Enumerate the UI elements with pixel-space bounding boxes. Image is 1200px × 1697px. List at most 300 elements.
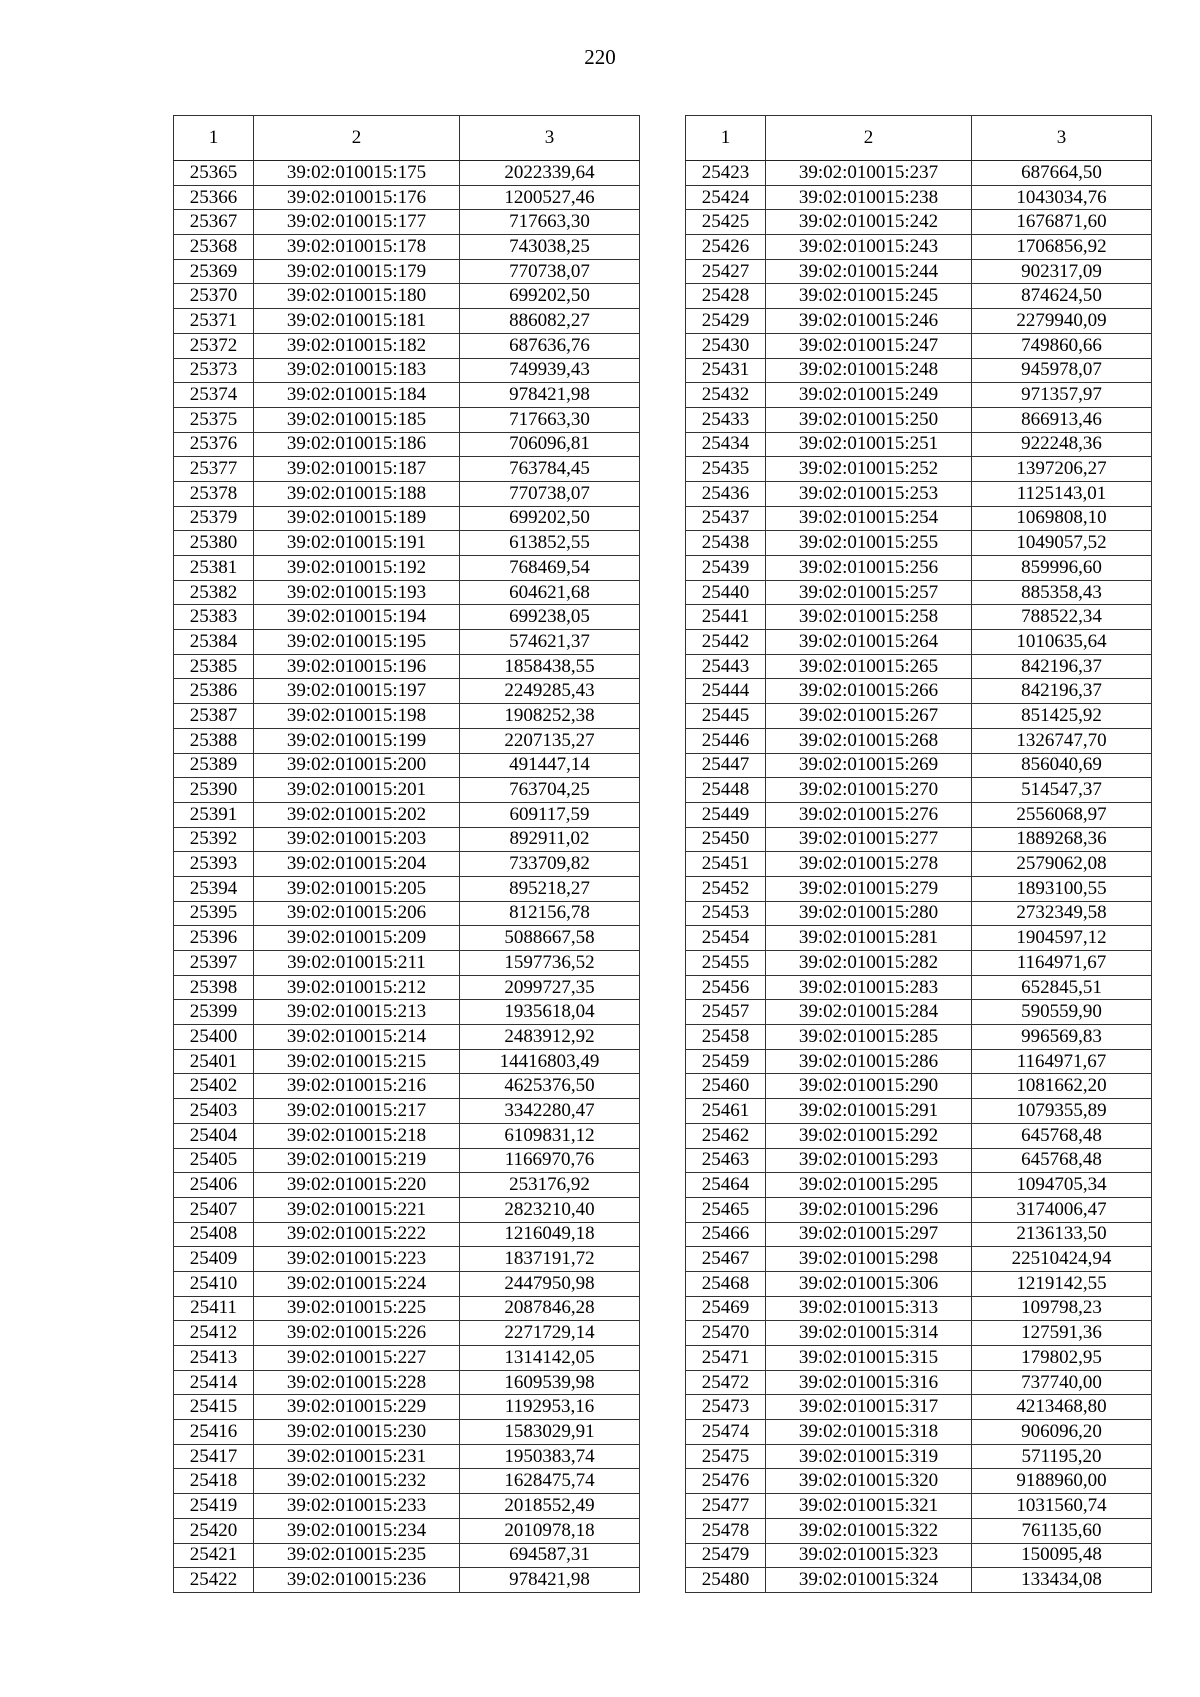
table-row [174, 1197, 640, 1222]
value-cell: 2732349,58 [972, 901, 1152, 926]
value-cell: 1950383,74 [460, 1444, 640, 1469]
row-number-cell: 25441 [686, 605, 766, 630]
table-row [686, 1494, 1152, 1519]
value-cell: 1049057,52 [972, 531, 1152, 556]
value-cell: 1200527,46 [460, 185, 640, 210]
table-row [686, 1543, 1152, 1568]
row-number-cell: 25368 [174, 235, 254, 260]
cadastral-number-cell: 39:02:010015:268 [766, 728, 972, 753]
table-row [686, 1123, 1152, 1148]
value-cell: 1166970,76 [460, 1148, 640, 1173]
row-number-cell: 25394 [174, 876, 254, 901]
row-number-cell: 25385 [174, 654, 254, 679]
value-cell: 179802,95 [972, 1346, 1152, 1371]
table-row [174, 481, 640, 506]
value-cell: 1094705,34 [972, 1173, 1152, 1198]
row-number-cell: 25371 [174, 309, 254, 334]
cadastral-number-cell: 39:02:010015:183 [254, 358, 460, 383]
row-number-cell: 25365 [174, 161, 254, 186]
cadastral-number-cell: 39:02:010015:235 [254, 1543, 460, 1568]
value-cell: 133434,08 [972, 1568, 1152, 1593]
value-cell: 2010978,18 [460, 1518, 640, 1543]
row-number-cell: 25456 [686, 975, 766, 1000]
value-cell: 1192953,16 [460, 1395, 640, 1420]
cadastral-number-cell: 39:02:010015:282 [766, 951, 972, 976]
row-number-cell: 25431 [686, 358, 766, 383]
row-number-cell: 25419 [174, 1494, 254, 1519]
row-number-cell: 25393 [174, 852, 254, 877]
value-cell: 733709,82 [460, 852, 640, 877]
cadastral-number-cell: 39:02:010015:205 [254, 876, 460, 901]
table-row [174, 333, 640, 358]
value-cell: 892911,02 [460, 827, 640, 852]
table-row [686, 358, 1152, 383]
value-cell: 866913,46 [972, 407, 1152, 432]
value-cell: 2087846,28 [460, 1296, 640, 1321]
value-cell: 1326747,70 [972, 728, 1152, 753]
table-row [174, 1148, 640, 1173]
value-cell: 1676871,60 [972, 210, 1152, 235]
cadastral-number-cell: 39:02:010015:188 [254, 481, 460, 506]
cadastral-number-cell: 39:02:010015:323 [766, 1543, 972, 1568]
cadastral-number-cell: 39:02:010015:203 [254, 827, 460, 852]
cadastral-number-cell: 39:02:010015:192 [254, 556, 460, 581]
row-number-cell: 25425 [686, 210, 766, 235]
table-row [174, 901, 640, 926]
value-cell: 1164971,67 [972, 1049, 1152, 1074]
row-number-cell: 25381 [174, 556, 254, 581]
table-body [174, 161, 640, 1593]
cadastral-number-cell: 39:02:010015:206 [254, 901, 460, 926]
table-row [174, 679, 640, 704]
table-row [174, 1222, 640, 1247]
row-number-cell: 25379 [174, 506, 254, 531]
row-number-cell: 25387 [174, 704, 254, 729]
register-table-left [173, 115, 640, 1593]
cadastral-number-cell: 39:02:010015:181 [254, 309, 460, 334]
value-cell: 4213468,80 [972, 1395, 1152, 1420]
cadastral-number-cell: 39:02:010015:252 [766, 457, 972, 482]
row-number-cell: 25423 [686, 161, 766, 186]
table-row [174, 1000, 640, 1025]
value-cell: 706096,81 [460, 432, 640, 457]
table-row [686, 654, 1152, 679]
row-number-cell: 25438 [686, 531, 766, 556]
row-number-cell: 25378 [174, 481, 254, 506]
cadastral-number-cell: 39:02:010015:194 [254, 605, 460, 630]
value-cell: 1837191,72 [460, 1247, 640, 1272]
row-number-cell: 25421 [174, 1543, 254, 1568]
cadastral-number-cell: 39:02:010015:313 [766, 1296, 972, 1321]
value-cell: 763784,45 [460, 457, 640, 482]
table-row [686, 1222, 1152, 1247]
table-row [174, 704, 640, 729]
cadastral-number-cell: 39:02:010015:238 [766, 185, 972, 210]
row-number-cell: 25451 [686, 852, 766, 877]
table-row [686, 1321, 1152, 1346]
row-number-cell: 25454 [686, 926, 766, 951]
row-number-cell: 25434 [686, 432, 766, 457]
row-number-cell: 25406 [174, 1173, 254, 1198]
cadastral-number-cell: 39:02:010015:221 [254, 1197, 460, 1222]
row-number-cell: 25400 [174, 1025, 254, 1050]
cadastral-number-cell: 39:02:010015:256 [766, 556, 972, 581]
value-cell: 2271729,14 [460, 1321, 640, 1346]
column-header: 3 [460, 116, 640, 161]
page-number: 220 [584, 45, 616, 69]
table-row [174, 210, 640, 235]
value-cell: 978421,98 [460, 383, 640, 408]
value-cell: 613852,55 [460, 531, 640, 556]
cadastral-number-cell: 39:02:010015:227 [254, 1346, 460, 1371]
row-number-cell: 25382 [174, 580, 254, 605]
table-row [686, 210, 1152, 235]
value-cell: 1889268,36 [972, 827, 1152, 852]
value-cell: 699202,50 [460, 506, 640, 531]
table-row [174, 728, 640, 753]
table-row [686, 1518, 1152, 1543]
value-cell: 1609539,98 [460, 1370, 640, 1395]
cadastral-number-cell: 39:02:010015:242 [766, 210, 972, 235]
value-cell: 2022339,64 [460, 161, 640, 186]
value-cell: 2483912,92 [460, 1025, 640, 1050]
cadastral-number-cell: 39:02:010015:296 [766, 1197, 972, 1222]
row-number-cell: 25448 [686, 778, 766, 803]
value-cell: 3174006,47 [972, 1197, 1152, 1222]
cadastral-number-cell: 39:02:010015:225 [254, 1296, 460, 1321]
cadastral-number-cell: 39:02:010015:177 [254, 210, 460, 235]
value-cell: 574621,37 [460, 630, 640, 655]
cadastral-number-cell: 39:02:010015:243 [766, 235, 972, 260]
cadastral-number-cell: 39:02:010015:195 [254, 630, 460, 655]
value-cell: 874624,50 [972, 284, 1152, 309]
cadastral-number-cell: 39:02:010015:231 [254, 1444, 460, 1469]
cadastral-number-cell: 39:02:010015:232 [254, 1469, 460, 1494]
cadastral-number-cell: 39:02:010015:293 [766, 1148, 972, 1173]
cadastral-number-cell: 39:02:010015:254 [766, 506, 972, 531]
row-number-cell: 25404 [174, 1123, 254, 1148]
cadastral-number-cell: 39:02:010015:258 [766, 605, 972, 630]
value-cell: 1935618,04 [460, 1000, 640, 1025]
row-number-cell: 25399 [174, 1000, 254, 1025]
table-row [174, 1271, 640, 1296]
value-cell: 856040,69 [972, 753, 1152, 778]
table-row [686, 1296, 1152, 1321]
value-cell: 2099727,35 [460, 975, 640, 1000]
row-number-cell: 25411 [174, 1296, 254, 1321]
row-number-cell: 25450 [686, 827, 766, 852]
cadastral-number-cell: 39:02:010015:250 [766, 407, 972, 432]
row-number-cell: 25475 [686, 1444, 766, 1469]
row-number-cell: 25442 [686, 630, 766, 655]
cadastral-number-cell: 39:02:010015:229 [254, 1395, 460, 1420]
cadastral-number-cell: 39:02:010015:246 [766, 309, 972, 334]
row-number-cell: 25395 [174, 901, 254, 926]
cadastral-number-cell: 39:02:010015:196 [254, 654, 460, 679]
cadastral-number-cell: 39:02:010015:223 [254, 1247, 460, 1272]
value-cell: 1069808,10 [972, 506, 1152, 531]
value-cell: 2823210,40 [460, 1197, 640, 1222]
cadastral-number-cell: 39:02:010015:226 [254, 1321, 460, 1346]
row-number-cell: 25428 [686, 284, 766, 309]
table-row [686, 630, 1152, 655]
table-row [686, 827, 1152, 852]
row-number-cell: 25447 [686, 753, 766, 778]
value-cell: 1908252,38 [460, 704, 640, 729]
value-cell: 885358,43 [972, 580, 1152, 605]
table-row [686, 778, 1152, 803]
table-row [174, 407, 640, 432]
row-number-cell: 25396 [174, 926, 254, 951]
table-row [174, 975, 640, 1000]
table-row [174, 1469, 640, 1494]
cadastral-number-cell: 39:02:010015:200 [254, 753, 460, 778]
cadastral-number-cell: 39:02:010015:222 [254, 1222, 460, 1247]
table-row [686, 704, 1152, 729]
row-number-cell: 25463 [686, 1148, 766, 1173]
table-row [174, 284, 640, 309]
cadastral-number-cell: 39:02:010015:184 [254, 383, 460, 408]
value-cell: 763704,25 [460, 778, 640, 803]
table-row [174, 753, 640, 778]
cadastral-number-cell: 39:02:010015:315 [766, 1346, 972, 1371]
cadastral-number-cell: 39:02:010015:320 [766, 1469, 972, 1494]
value-cell: 1164971,67 [972, 951, 1152, 976]
row-number-cell: 25367 [174, 210, 254, 235]
row-number-cell: 25469 [686, 1296, 766, 1321]
table-row [686, 1099, 1152, 1124]
row-number-cell: 25407 [174, 1197, 254, 1222]
row-number-cell: 25472 [686, 1370, 766, 1395]
cadastral-number-cell: 39:02:010015:214 [254, 1025, 460, 1050]
cadastral-number-cell: 39:02:010015:270 [766, 778, 972, 803]
cadastral-number-cell: 39:02:010015:318 [766, 1420, 972, 1445]
table-row [686, 235, 1152, 260]
row-number-cell: 25458 [686, 1025, 766, 1050]
value-cell: 652845,51 [972, 975, 1152, 1000]
table-row [686, 1420, 1152, 1445]
table-row [686, 1148, 1152, 1173]
row-number-cell: 25446 [686, 728, 766, 753]
cadastral-number-cell: 39:02:010015:180 [254, 284, 460, 309]
value-cell: 1216049,18 [460, 1222, 640, 1247]
row-number-cell: 25366 [174, 185, 254, 210]
row-number-cell: 25403 [174, 1099, 254, 1124]
value-cell: 9188960,00 [972, 1469, 1152, 1494]
table-row [686, 556, 1152, 581]
table-row [174, 1321, 640, 1346]
row-number-cell: 25467 [686, 1247, 766, 1272]
header-row [686, 116, 1152, 161]
cadastral-number-cell: 39:02:010015:255 [766, 531, 972, 556]
table-row [686, 481, 1152, 506]
row-number-cell: 25384 [174, 630, 254, 655]
table-row [174, 556, 640, 581]
cadastral-number-cell: 39:02:010015:191 [254, 531, 460, 556]
row-number-cell: 25477 [686, 1494, 766, 1519]
table-row [686, 1173, 1152, 1198]
row-number-cell: 25437 [686, 506, 766, 531]
value-cell: 859996,60 [972, 556, 1152, 581]
table-row [686, 605, 1152, 630]
table-row [174, 1370, 640, 1395]
row-number-cell: 25369 [174, 259, 254, 284]
value-cell: 743038,25 [460, 235, 640, 260]
cadastral-number-cell: 39:02:010015:276 [766, 802, 972, 827]
cadastral-number-cell: 39:02:010015:280 [766, 901, 972, 926]
cadastral-number-cell: 39:02:010015:290 [766, 1074, 972, 1099]
table-row [174, 531, 640, 556]
cadastral-number-cell: 39:02:010015:316 [766, 1370, 972, 1395]
table-row [174, 1099, 640, 1124]
value-cell: 1081662,20 [972, 1074, 1152, 1099]
table-row [174, 1247, 640, 1272]
cadastral-number-cell: 39:02:010015:186 [254, 432, 460, 457]
value-cell: 1628475,74 [460, 1469, 640, 1494]
cadastral-number-cell: 39:02:010015:317 [766, 1395, 972, 1420]
table-row [686, 852, 1152, 877]
cadastral-number-cell: 39:02:010015:185 [254, 407, 460, 432]
row-number-cell: 25383 [174, 605, 254, 630]
row-number-cell: 25430 [686, 333, 766, 358]
row-number-cell: 25429 [686, 309, 766, 334]
table-row [174, 1494, 640, 1519]
row-number-cell: 25402 [174, 1074, 254, 1099]
value-cell: 749860,66 [972, 333, 1152, 358]
cadastral-number-cell: 39:02:010015:251 [766, 432, 972, 457]
table-row [686, 1247, 1152, 1272]
row-number-cell: 25476 [686, 1469, 766, 1494]
value-cell: 842196,37 [972, 679, 1152, 704]
row-number-cell: 25408 [174, 1222, 254, 1247]
table-row [174, 383, 640, 408]
table-row [686, 802, 1152, 827]
cadastral-number-cell: 39:02:010015:249 [766, 383, 972, 408]
row-number-cell: 25479 [686, 1543, 766, 1568]
row-number-cell: 25373 [174, 358, 254, 383]
row-number-cell: 25372 [174, 333, 254, 358]
row-number-cell: 25439 [686, 556, 766, 581]
cadastral-number-cell: 39:02:010015:233 [254, 1494, 460, 1519]
row-number-cell: 25462 [686, 1123, 766, 1148]
table-row [686, 1469, 1152, 1494]
table-row [174, 1025, 640, 1050]
row-number-cell: 25416 [174, 1420, 254, 1445]
table-row [686, 1568, 1152, 1593]
value-cell: 768469,54 [460, 556, 640, 581]
table-row [686, 432, 1152, 457]
cadastral-number-cell: 39:02:010015:182 [254, 333, 460, 358]
table-row [686, 753, 1152, 778]
table-row [686, 580, 1152, 605]
value-cell: 150095,48 [972, 1543, 1152, 1568]
row-number-cell: 25435 [686, 457, 766, 482]
value-cell: 749939,43 [460, 358, 640, 383]
cadastral-number-cell: 39:02:010015:277 [766, 827, 972, 852]
table-body [686, 161, 1152, 1593]
cadastral-number-cell: 39:02:010015:279 [766, 876, 972, 901]
value-cell: 761135,60 [972, 1518, 1152, 1543]
value-cell: 2447950,98 [460, 1271, 640, 1296]
table-row [174, 1346, 640, 1371]
cadastral-number-cell: 39:02:010015:285 [766, 1025, 972, 1050]
column-header: 2 [766, 116, 972, 161]
cadastral-number-cell: 39:02:010015:322 [766, 1518, 972, 1543]
cadastral-number-cell: 39:02:010015:292 [766, 1123, 972, 1148]
table-row [686, 161, 1152, 186]
value-cell: 590559,90 [972, 1000, 1152, 1025]
table-row [686, 1000, 1152, 1025]
row-number-cell: 25468 [686, 1271, 766, 1296]
cadastral-number-cell: 39:02:010015:204 [254, 852, 460, 877]
cadastral-number-cell: 39:02:010015:236 [254, 1568, 460, 1593]
table-row [174, 926, 640, 951]
cadastral-number-cell: 39:02:010015:291 [766, 1099, 972, 1124]
value-cell: 2249285,43 [460, 679, 640, 704]
cadastral-number-cell: 39:02:010015:178 [254, 235, 460, 260]
value-cell: 945978,07 [972, 358, 1152, 383]
row-number-cell: 25389 [174, 753, 254, 778]
row-number-cell: 25422 [174, 1568, 254, 1593]
value-cell: 609117,59 [460, 802, 640, 827]
table-row [174, 1420, 640, 1445]
table-row [174, 1395, 640, 1420]
row-number-cell: 25459 [686, 1049, 766, 1074]
row-number-cell: 25453 [686, 901, 766, 926]
value-cell: 109798,23 [972, 1296, 1152, 1321]
row-number-cell: 25377 [174, 457, 254, 482]
value-cell: 22510424,94 [972, 1247, 1152, 1272]
cadastral-number-cell: 39:02:010015:187 [254, 457, 460, 482]
cadastral-number-cell: 39:02:010015:215 [254, 1049, 460, 1074]
row-number-cell: 25374 [174, 383, 254, 408]
value-cell: 1079355,89 [972, 1099, 1152, 1124]
cadastral-number-cell: 39:02:010015:234 [254, 1518, 460, 1543]
table-row [686, 876, 1152, 901]
row-number-cell: 25470 [686, 1321, 766, 1346]
value-cell: 1031560,74 [972, 1494, 1152, 1519]
value-cell: 851425,92 [972, 704, 1152, 729]
cadastral-number-cell: 39:02:010015:298 [766, 1247, 972, 1272]
cadastral-number-cell: 39:02:010015:175 [254, 161, 460, 186]
table-row [174, 852, 640, 877]
row-number-cell: 25424 [686, 185, 766, 210]
row-number-cell: 25409 [174, 1247, 254, 1272]
cadastral-number-cell: 39:02:010015:201 [254, 778, 460, 803]
row-number-cell: 25474 [686, 1420, 766, 1445]
value-cell: 253176,92 [460, 1173, 640, 1198]
cadastral-number-cell: 39:02:010015:253 [766, 481, 972, 506]
row-number-cell: 25391 [174, 802, 254, 827]
table-row [174, 235, 640, 260]
table-row [686, 457, 1152, 482]
value-cell: 645768,48 [972, 1123, 1152, 1148]
table-row [174, 778, 640, 803]
value-cell: 770738,07 [460, 481, 640, 506]
cadastral-number-cell: 39:02:010015:197 [254, 679, 460, 704]
row-number-cell: 25440 [686, 580, 766, 605]
cadastral-number-cell: 39:02:010015:281 [766, 926, 972, 951]
value-cell: 895218,27 [460, 876, 640, 901]
table-row [686, 728, 1152, 753]
column-header: 1 [686, 116, 766, 161]
table-row [174, 630, 640, 655]
value-cell: 1904597,12 [972, 926, 1152, 951]
value-cell: 1397206,27 [972, 457, 1152, 482]
value-cell: 906096,20 [972, 1420, 1152, 1445]
value-cell: 1043034,76 [972, 185, 1152, 210]
cadastral-number-cell: 39:02:010015:247 [766, 333, 972, 358]
